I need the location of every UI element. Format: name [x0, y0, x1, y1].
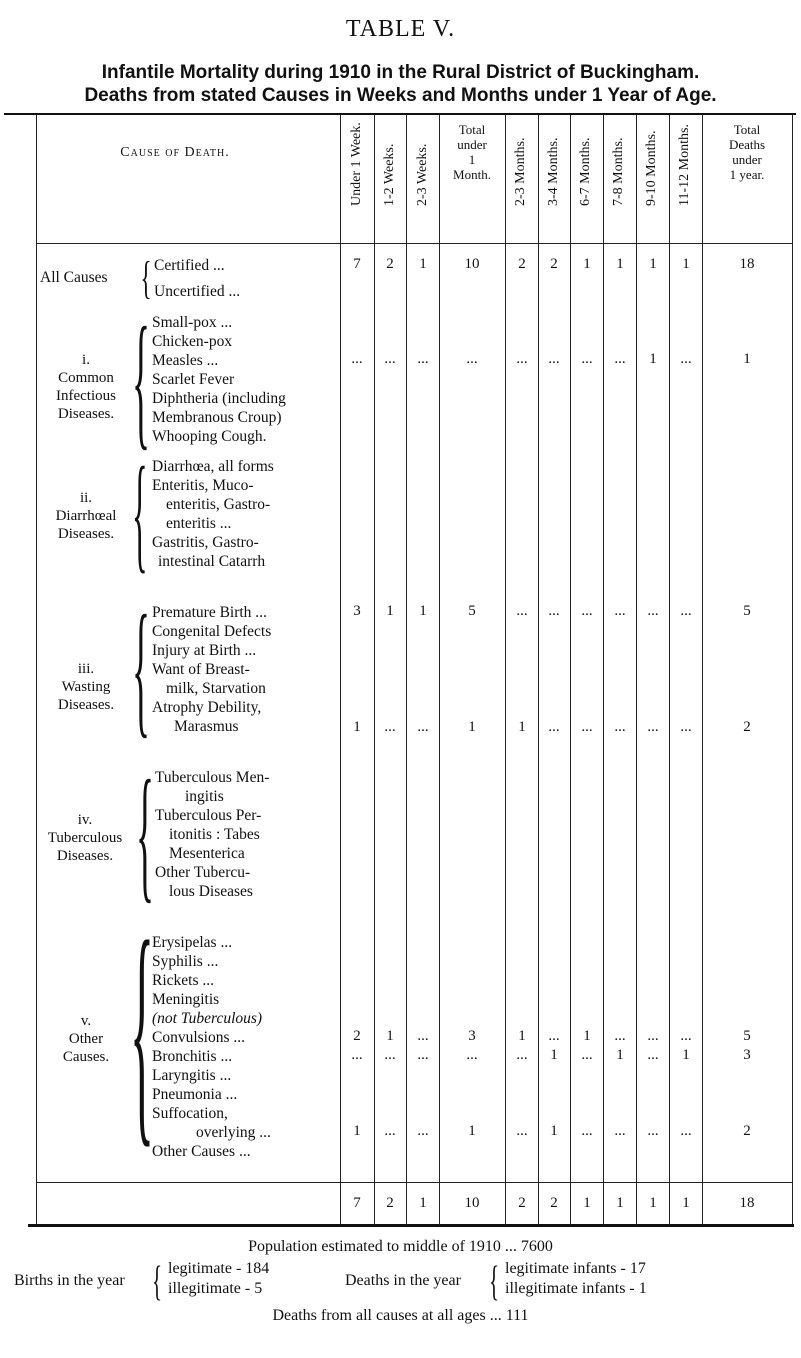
deaths-label: Deaths in the year — [345, 1272, 461, 1289]
cause-item: Mesenterica — [169, 845, 245, 862]
table-cell: ... — [614, 1123, 626, 1139]
table-cell: 1 — [550, 1123, 558, 1139]
table-cell: ... — [647, 1047, 659, 1063]
group-number: i. — [82, 352, 90, 368]
births-legitimate: legitimate - 184 — [168, 1260, 270, 1277]
group-i-list — [152, 313, 286, 446]
table-cell: 10 — [464, 256, 480, 272]
header-line: Total — [733, 122, 761, 137]
cause-item: Premature Birth ... — [152, 604, 267, 621]
group-iv-list — [155, 768, 269, 901]
cause-item: Congenital Defects — [152, 623, 272, 640]
table-cell: 2 — [550, 1195, 558, 1211]
brace-icon: { — [140, 252, 152, 303]
cause-item: milk, Starvation — [166, 680, 266, 697]
deaths-all-ages: Deaths from all causes at all ages ... 111 — [272, 1307, 529, 1324]
cause-item: Small-pox ... — [152, 314, 233, 331]
bottom-rule — [28, 1224, 794, 1227]
table-row-suffocation — [0, 1123, 801, 1143]
col-header-2-3-weeks: 2-3 Weeks. — [415, 143, 430, 206]
table-cell: ... — [351, 1047, 363, 1063]
table-cell: 1 — [649, 351, 657, 367]
table-cell: 5 — [743, 603, 751, 619]
table-cell: 1 — [649, 256, 657, 272]
col-header-under-1-week: Under 1 Week. — [349, 122, 364, 206]
table-row-certified — [0, 256, 801, 276]
table-cell: 2 — [550, 256, 558, 272]
cause-item: enteritis ... — [166, 515, 232, 532]
col-header-total-deaths — [702, 122, 792, 182]
brace-icon: { — [489, 1259, 500, 1305]
table-cell: 1 — [419, 603, 427, 619]
table-cell: ... — [516, 1123, 528, 1139]
brace-icon: { — [132, 297, 150, 463]
table-cell: ... — [614, 603, 626, 619]
births-label: Births in the year — [14, 1272, 125, 1289]
table-cell: 1 — [583, 1028, 591, 1044]
table-cell: ... — [647, 719, 659, 735]
table-cell: 3 — [353, 603, 361, 619]
table-cell: ... — [581, 351, 593, 367]
table-cell: 2 — [353, 1028, 361, 1044]
col-header-total-under-1-month — [439, 122, 505, 182]
table-cell: ... — [417, 1123, 429, 1139]
group-line: Common — [58, 370, 114, 386]
cause-item: Measles ... — [152, 352, 219, 369]
group-iv-label — [30, 811, 140, 865]
table-cell: ... — [647, 1123, 659, 1139]
table-cell: 1 — [353, 1123, 361, 1139]
table-cell: 1 — [616, 1047, 624, 1063]
cause-item: lous Diseases — [169, 883, 253, 900]
table-cell: ... — [581, 1123, 593, 1139]
table-cell: 1 — [682, 1195, 690, 1211]
header-line: under — [732, 152, 762, 167]
table-cell: ... — [680, 351, 692, 367]
col-header-1-2-weeks: 1-2 Weeks. — [382, 143, 397, 206]
group-ii-label — [36, 489, 136, 543]
table-cell: ... — [466, 1047, 478, 1063]
table-cell: ... — [417, 1028, 429, 1044]
group-line: Diseases. — [56, 848, 114, 864]
cause-item: Gastritis, Gastro- — [152, 534, 259, 551]
table-cell: ... — [647, 603, 659, 619]
table-cell: 1 — [550, 1047, 558, 1063]
group-line: Diseases. — [57, 697, 115, 713]
table-cell: ... — [384, 719, 396, 735]
group-number: iv. — [77, 812, 93, 828]
table-cell: ... — [581, 1047, 593, 1063]
table-cell: 2 — [743, 1123, 751, 1139]
totals-separator — [36, 1182, 792, 1183]
col-header-6-7-months: 6-7 Months. — [578, 137, 593, 206]
table-cell: ... — [581, 719, 593, 735]
births-illegitimate: illegitimate - 5 — [168, 1280, 263, 1297]
table-cell: 3 — [743, 1047, 751, 1063]
group-line: Diseases. — [57, 406, 115, 422]
cause-item: Pneumonia ... — [152, 1086, 238, 1103]
table-cell: ... — [548, 719, 560, 735]
cause-item: Laryngitis ... — [152, 1067, 232, 1084]
heading-line-1: Infantile Mortality during 1910 in the Rural District of Buckingham. — [101, 62, 700, 83]
table-cell: ... — [351, 351, 363, 367]
table-cell: 1 — [386, 1028, 394, 1044]
group-line: Diseases. — [57, 526, 115, 542]
table-cell: 1 — [682, 256, 690, 272]
table-cell: ... — [647, 1028, 659, 1044]
cause-item: Diphtheria (including — [152, 390, 286, 407]
cause-item: Tuberculous Per- — [155, 807, 262, 824]
group-line: Causes. — [62, 1049, 110, 1065]
table-cell: 5 — [743, 1028, 751, 1044]
table-cell: ... — [680, 719, 692, 735]
table-cell: 1 — [518, 1028, 526, 1044]
table-cell: 3 — [468, 1028, 476, 1044]
table-cell: 1 — [616, 256, 624, 272]
table-cell: ... — [680, 603, 692, 619]
brace-icon: { — [130, 891, 154, 1168]
group-number: v. — [80, 1013, 92, 1029]
brace-icon: { — [152, 1259, 163, 1305]
table-cell: 1 — [353, 719, 361, 735]
deaths-illegitimate-infants: illegitimate infants - 1 — [505, 1280, 647, 1297]
table-cell: ... — [581, 603, 593, 619]
table-row-convulsions — [0, 1028, 801, 1048]
cause-item: Membranous Croup) — [152, 409, 282, 426]
table-cell: 1 — [583, 256, 591, 272]
brace-icon: { — [132, 585, 150, 751]
group-line: Wasting — [61, 679, 111, 695]
table-cell: ... — [384, 1047, 396, 1063]
cause-item: Injury at Birth ... — [152, 642, 257, 659]
top-rule — [4, 113, 796, 115]
cause-item: Suffocation, — [152, 1105, 228, 1122]
brace-icon: { — [136, 750, 154, 916]
table-row-atrophy — [0, 719, 801, 739]
group-iii-label — [36, 660, 136, 714]
table-cell: ... — [384, 1123, 396, 1139]
cause-of-death-header: Cause of Death. — [120, 145, 230, 160]
table-row-bronchitis — [0, 1047, 801, 1067]
table-cell: 1 — [386, 603, 394, 619]
group-number: ii. — [79, 490, 93, 506]
table-cell: 2 — [386, 1195, 394, 1211]
cause-item: Syphilis ... — [152, 953, 219, 970]
group-ii-list — [152, 457, 274, 571]
table-row-measles — [0, 351, 801, 371]
cause-item: (not Tuberculous) — [152, 1010, 263, 1027]
cause-item: Whooping Cough. — [152, 428, 267, 445]
table-cell: 10 — [464, 1195, 480, 1211]
group-number: iii. — [77, 661, 95, 677]
cause-item: Want of Breast- — [152, 661, 250, 678]
table-cell: 2 — [518, 256, 526, 272]
cause-item: overlying ... — [196, 1124, 271, 1141]
col-header-11-12-months: 11-12 Months. — [677, 124, 692, 206]
population-note: Population estimated to middle of 1910 ... 7600 — [248, 1238, 553, 1255]
table-row-totals — [0, 1195, 801, 1215]
table-cell: 2 — [743, 719, 751, 735]
col-header-3-4-months: 3-4 Months. — [546, 137, 561, 206]
cause-item: itonitis : Tabes — [169, 826, 260, 843]
group-all-causes-label: All Causes — [40, 269, 108, 286]
table-cell: 1 — [682, 1047, 690, 1063]
cause-uncertified: Uncertified ... — [154, 283, 241, 300]
table-cell: 1 — [468, 719, 476, 735]
col-header-7-8-months: 7-8 Months. — [611, 137, 626, 206]
table-cell: 1 — [649, 1195, 657, 1211]
brace-icon: { — [132, 441, 148, 585]
table-cell: 1 — [419, 1195, 427, 1211]
header-separator — [36, 243, 792, 244]
table-cell: ... — [516, 603, 528, 619]
cause-certified: Certified ... — [154, 257, 225, 274]
cause-item: Rickets ... — [152, 972, 214, 989]
header-line: 1 year. — [729, 167, 765, 182]
table-cell: 2 — [386, 256, 394, 272]
table-cell: ... — [417, 719, 429, 735]
cause-item: Meningitis — [152, 991, 220, 1008]
table-cell: 18 — [739, 256, 755, 272]
table-cell: ... — [384, 351, 396, 367]
table-cell: ... — [548, 351, 560, 367]
group-line: Diarrhœal — [55, 508, 117, 524]
table-cell: ... — [516, 351, 528, 367]
table-cell: ... — [516, 1047, 528, 1063]
table-title: TABLE V. — [345, 16, 456, 42]
header-line: 1 — [468, 152, 476, 167]
table-cell: ... — [680, 1123, 692, 1139]
table-cell: ... — [417, 1047, 429, 1063]
table-cell: 1 — [583, 1195, 591, 1211]
table-cell: ... — [614, 1028, 626, 1044]
cause-item: Bronchitis ... — [152, 1048, 233, 1065]
cause-item: enteritis, Gastro- — [166, 496, 271, 513]
header-line: Total — [458, 122, 486, 137]
table-cell: 7 — [353, 256, 361, 272]
cause-item: Tuberculous Men- — [155, 769, 270, 786]
table-row-premature-birth — [0, 603, 801, 623]
cause-item: Other Causes ... — [152, 1143, 251, 1160]
table-cell: 1 — [743, 351, 751, 367]
table-cell: ... — [466, 351, 478, 367]
table-cell: 2 — [518, 1195, 526, 1211]
cause-item: Scarlet Fever — [152, 371, 235, 388]
cause-item: ingitis — [185, 788, 224, 805]
cause-item: Atrophy Debility, — [152, 699, 262, 716]
header-line: Deaths — [728, 137, 766, 152]
table-cell: 1 — [468, 1123, 476, 1139]
group-line: Tuberculous — [47, 830, 123, 846]
table-cell: ... — [548, 603, 560, 619]
table-cell: ... — [614, 719, 626, 735]
table-cell: ... — [680, 1028, 692, 1044]
group-line: Other — [68, 1031, 104, 1047]
table-cell: ... — [548, 1028, 560, 1044]
table-cell: ... — [614, 351, 626, 367]
col-header-9-10-months: 9-10 Months. — [644, 130, 659, 206]
table-cell: 18 — [739, 1195, 755, 1211]
group-line: Infectious — [56, 388, 116, 404]
header-line: Month. — [453, 167, 491, 182]
cause-item: Other Tubercu- — [155, 864, 251, 881]
cause-item: Enteritis, Muco- — [152, 477, 254, 494]
table-cell: 5 — [468, 603, 476, 619]
cause-item: Marasmus — [174, 718, 239, 735]
table-cell: 1 — [616, 1195, 624, 1211]
table-cell: 1 — [419, 256, 427, 272]
table-cell: 1 — [518, 719, 526, 735]
cause-item: Chicken-pox — [152, 333, 233, 350]
cause-item: Convulsions ... — [152, 1029, 246, 1046]
table-cell: ... — [417, 351, 429, 367]
table-cell: 7 — [353, 1195, 361, 1211]
heading-line-2: Deaths from stated Causes in Weeks and Months under 1 Year of Age. — [84, 85, 717, 106]
col-header-2-3-months: 2-3 Months. — [513, 137, 528, 206]
header-line: under — [457, 137, 487, 152]
cause-item: Erysipelas ... — [152, 934, 233, 951]
cause-item: Diarrhœa, all forms — [152, 458, 274, 475]
cause-item: intestinal Catarrh — [158, 553, 266, 570]
deaths-legitimate-infants: legitimate infants - 17 — [505, 1260, 646, 1277]
